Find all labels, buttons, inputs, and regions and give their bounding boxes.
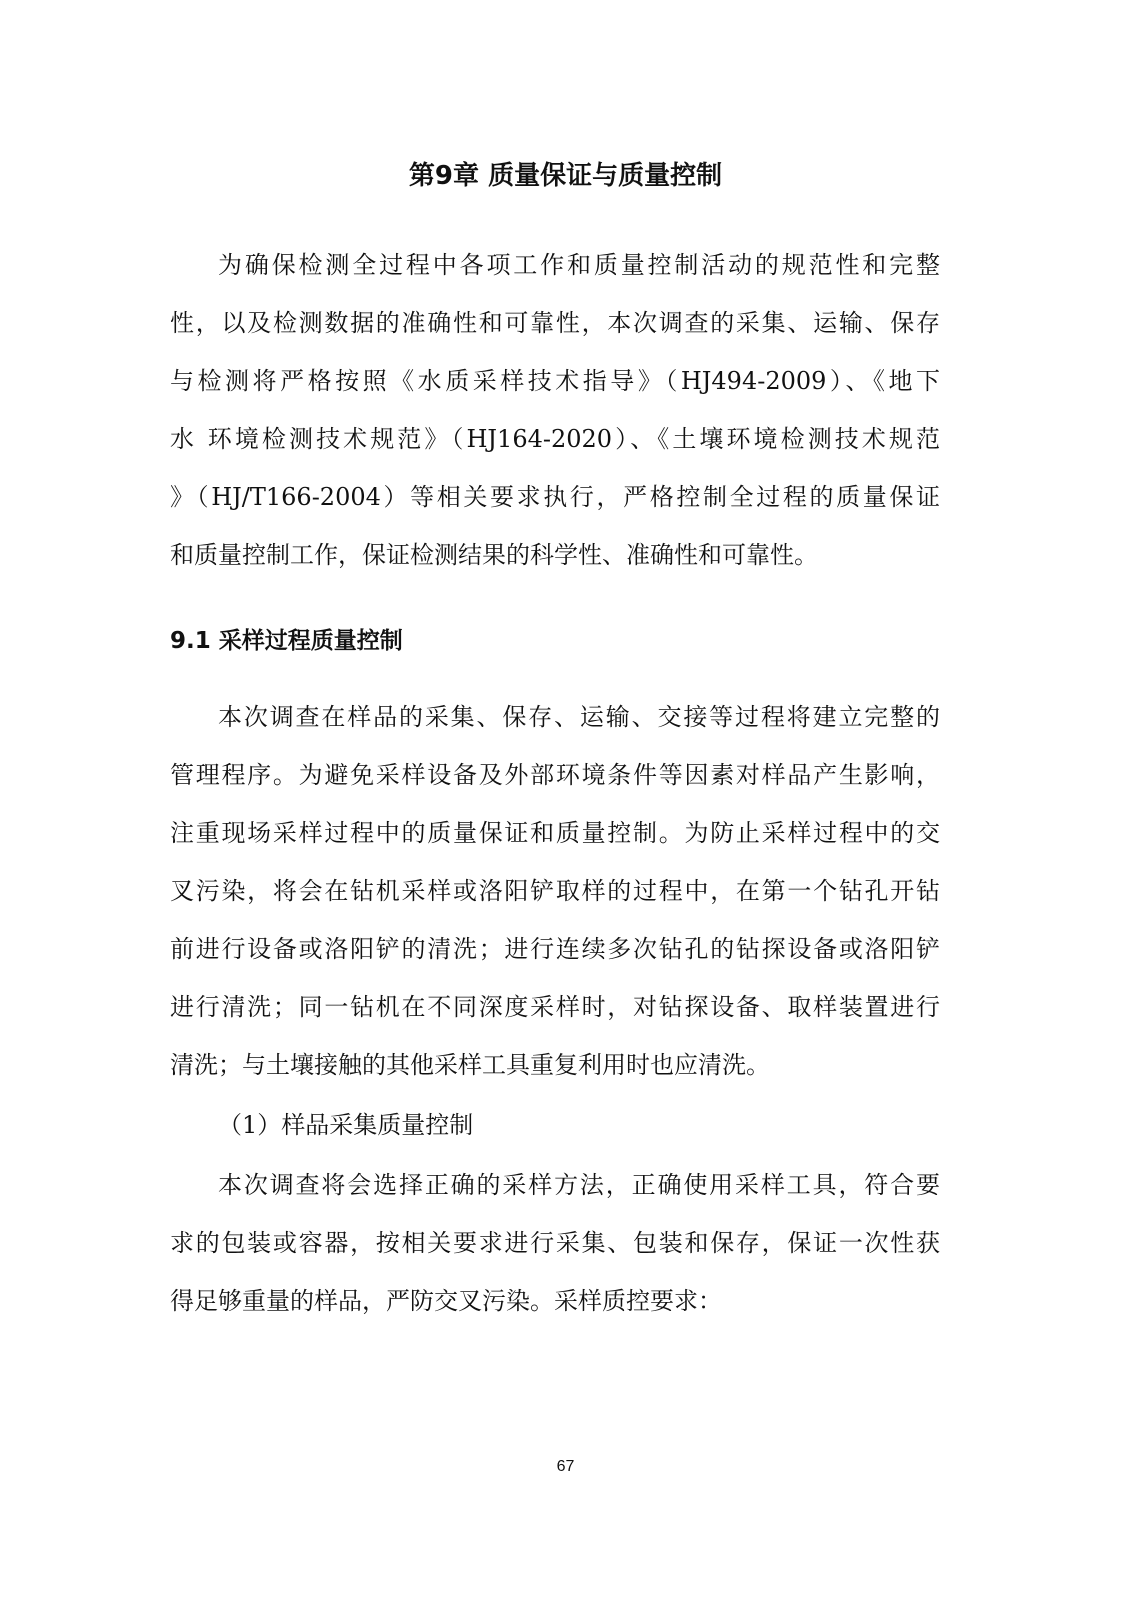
subsection-paragraph-line: 求的包装或容器，按相关要求进行采集、包装和保存，保证一次性获 <box>170 1229 940 1257</box>
subsection-paragraph-line: 得足够重量的样品，严防交叉污染。采样质控要求： <box>170 1287 722 1315</box>
intro-paragraph-line: 为确保检测全过程中各项工作和质量控制活动的规范性和完整 <box>218 251 940 279</box>
intro-paragraph-line: 》（HJ/T166-2004）等相关要求执行，严格控制全过程的质量保证 <box>170 483 940 511</box>
section-paragraph-line: 进行清洗；同一钻机在不同深度采样时，对钻探设备、取样装置进行 <box>170 993 940 1021</box>
section-paragraph-line: 前进行设备或洛阳铲的清洗；进行连续多次钻孔的钻探设备或洛阳铲 <box>170 935 940 963</box>
section-paragraph-line: 本次调查在样品的采集、保存、运输、交接等过程将建立完整的 <box>218 703 940 731</box>
section-heading: 9.1 采样过程质量控制 <box>170 628 403 654</box>
subsection-heading: （1）样品采集质量控制 <box>218 1111 474 1139</box>
section-paragraph-line: 注重现场采样过程中的质量保证和质量控制。为防止采样过程中的交 <box>170 819 940 847</box>
chapter-title: 第9章 质量保证与质量控制 <box>408 161 723 191</box>
intro-paragraph-line: 性，以及检测数据的准确性和可靠性，本次调查的采集、运输、保存 <box>170 309 940 337</box>
intro-paragraph-line: 水 环境检测技术规范》（HJ164-2020）、《土壤环境检测技术规范 <box>170 425 940 453</box>
section-paragraph-line: 管理程序。为避免采样设备及外部环境条件等因素对样品产生影响， <box>170 761 940 789</box>
page-number: 67 <box>556 1458 575 1475</box>
section-paragraph-line: 叉污染，将会在钻机采样或洛阳铲取样的过程中，在第一个钻孔开钻 <box>170 877 940 905</box>
section-paragraph-line: 清洗；与土壤接触的其他采样工具重复利用时也应清洗。 <box>170 1051 770 1079</box>
intro-paragraph-line: 和质量控制工作，保证检测结果的科学性、准确性和可靠性。 <box>170 541 818 569</box>
intro-paragraph-line: 与检测将严格按照《水质采样技术指导》（HJ494-2009）、《地下 <box>170 367 940 395</box>
subsection-paragraph-line: 本次调查将会选择正确的采样方法，正确使用采样工具，符合要 <box>218 1171 940 1199</box>
